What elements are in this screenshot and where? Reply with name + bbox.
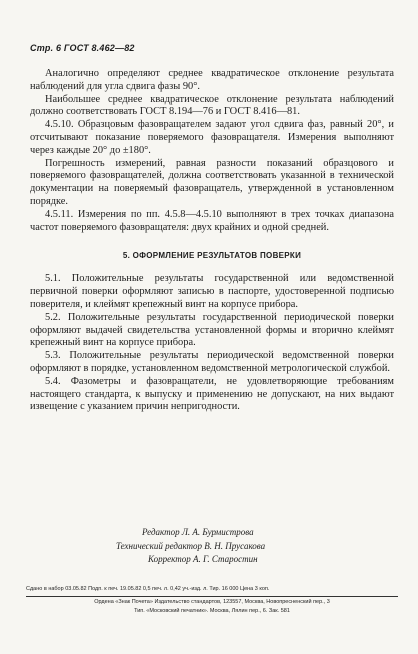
paragraph: 5.1. Положительные результаты государственной или ведомственной первичной поверки оформляют записью в паспорте, удостоверенной подписью поверителя, и клеймят крепежный винт на корпусе прибора. xyxy=(30,273,394,310)
credits-block xyxy=(0,526,418,567)
editor-credit: Редактор Л. А. Бурмистрова xyxy=(142,527,254,537)
imprint-block xyxy=(26,585,398,616)
paragraph: 5.2. Положительные результаты государственной периодической поверки оформляют выдачей свидетельства установленной формы и вторично клеймят крепежный винт на корпусе прибора. xyxy=(30,311,394,349)
imprint-publisher: Ордена «Знак Почета» Издательство стандартов, 123557, Москва, Новопресненский пер., 3 xyxy=(94,599,330,605)
page-header: Стр. 6 ГОСТ 8.462—82 xyxy=(30,43,135,53)
paragraph: 4.5.11. Измерения по пп. 4.5.8—4.5.10 выполняют в трех точках диапазона частот поверяемого фазовращателя: двух крайних и одной средней. xyxy=(30,208,394,233)
imprint-divider xyxy=(26,596,398,597)
imprint-printer: Тип. «Московский печатник». Москва, Лялин пер., 6. Зак. 581 xyxy=(134,608,290,614)
paragraph: 5.4. Фазометры и фазовращатели, не удовлетворяющие требованиям настоящего стандарта, к выпуску и применению не допускают, на них выдают извещение с указанием причин непригодности. xyxy=(30,375,394,413)
paragraph: 4.5.10. Образцовым фазовращателем задают угол сдвига фаз, равный 20°, и отсчитывают показание поверяемого фазовращателя. Измерения выполняют через каждые 20° до ±180°. xyxy=(30,119,394,156)
main-text xyxy=(30,68,394,414)
paragraph: 5.3. Положительные результаты периодической ведомственной поверки оформляют в порядке, установленном ведомственной метрологической службой. xyxy=(30,350,394,374)
proofreader-credit: Корректор А. Г. Старостин xyxy=(148,554,258,565)
imprint-print-details: Сдано в набор 03.05.82 Подп. к печ. 19.05.82 0,5 печ. л. 0,42 уч.-изд. л. Тир. 16 000 Цена 3 коп. xyxy=(26,586,270,592)
paragraph: Аналогично определяют среднее квадратическое отклонение результата наблюдений для угла сдвига фазы 90°. xyxy=(30,68,394,92)
tech-editor-credit: Технический редактор В. Н. Прусакова xyxy=(116,540,266,551)
paragraph: Наибольшее среднее квадратическое отклонение результата наблюдений должно соответствовать ГОСТ 8.194—76 и ГОСТ 8.416—81. xyxy=(30,93,394,118)
section-heading: 5. ОФОРМЛЕНИЕ РЕЗУЛЬТАТОВ ПОВЕРКИ xyxy=(122,251,302,261)
paragraph: Погрешность измерений, равная разности показаний образцового и поверяемого фазовращателей, должна соответствовать указанной в технической документации на поверяемый фазовращатель, утвержденной в установленном порядке. xyxy=(30,157,394,207)
